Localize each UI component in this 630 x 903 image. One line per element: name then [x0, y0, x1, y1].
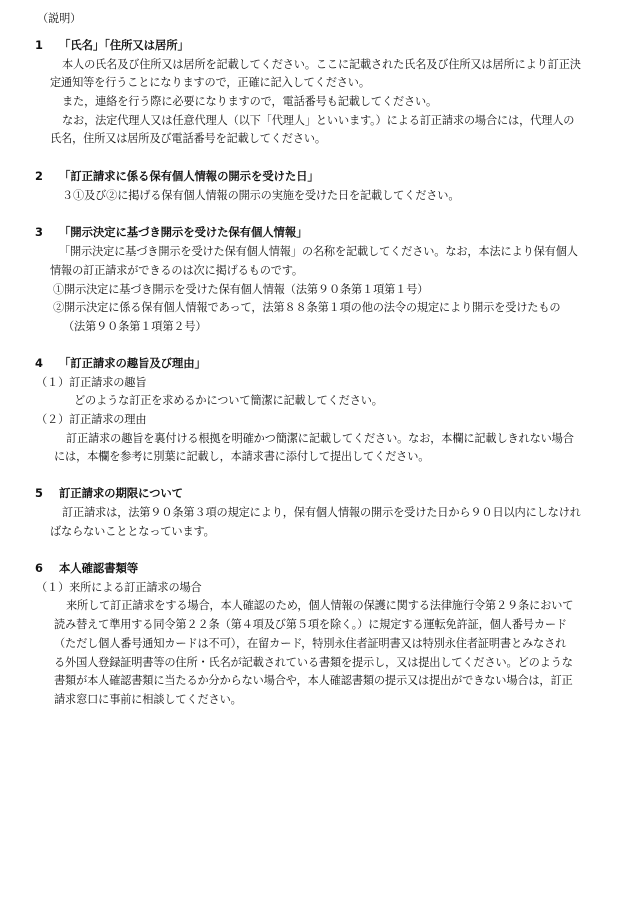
section-1-line-5: 氏名，住所又は居所及び電話番号を記載してください。 [50, 132, 326, 145]
section-3-item-1: ①開示決定に基づき開示を受けた保有個人情報（法第９０条第１項第１号） [53, 283, 429, 296]
section-4-sub-1-text: どのような訂正を求めるかについて簡潔に記載してください。 [74, 394, 383, 407]
section-1-line-2: 定通知等を行うことになりますので，正確に記入してください。 [50, 76, 370, 89]
section-5-line-1: 訂正請求は，法第９０条第３項の規定により，保有個人情報の開示を受けた日から９０日以内にしなけれ [62, 506, 581, 519]
section-1-line-4: なお，法定代理人又は任意代理人（以下「代理人」といいます。）による訂正請求の場合には，代理人の [62, 114, 575, 127]
section-6-line-6: 請求窓口に事前に相談してください。 [54, 693, 242, 706]
section-4-sub-1: （１）訂正請求の趣旨 [36, 376, 147, 389]
explanation-header: （説明） [37, 12, 82, 25]
section-4-sub-2-text-1: 訂正請求の趣旨を裏付ける根拠を明確かつ簡潔に記載してください。なお，本欄に記載しきれない場合 [66, 432, 574, 445]
section-2-number: 2 [35, 169, 43, 183]
section-3-title: 「開示決定に基づき開示を受けた保有個人情報」 [59, 225, 308, 239]
section-5-number: 5 [35, 486, 43, 500]
section-6-line-1: 来所して訂正請求をする場合，本人確認のため，個人情報の保護に関する法律施行令第２９条において [66, 599, 574, 612]
section-4-title: 「訂正請求の趣旨及び理由」 [59, 356, 206, 370]
section-1-line-3: また，連絡を行う際に必要になりますので，電話番号も記載してください。 [62, 95, 438, 108]
section-6-line-5: 書類が本人確認書類に当たるか分からない場合や，本人確認書類の提示又は提出ができない場合は，訂正 [54, 674, 573, 687]
section-1-title: 「氏名」「住所又は居所」 [59, 38, 189, 52]
section-2-line-1: ３①及び②に掲げる保有個人情報の開示の実施を受けた日を記載してください。 [62, 189, 460, 202]
section-1-number: 1 [35, 38, 43, 52]
section-6-line-3: （ただし個人番号通知カードは不可），在留カード，特別永住者証明書又は特別永住者証明書とみなされ [54, 637, 567, 650]
section-6-line-2: 読み替えて準用する同令第２２条（第４項及び第５項を除く。）に規定する運転免許証，個人番号カード [54, 618, 567, 631]
section-5-line-2: ばならないこととなっています。 [50, 525, 215, 538]
section-2-title: 「訂正請求に係る保有個人情報の開示を受けた日」 [59, 169, 319, 183]
section-6-line-4: る外国人登録証明書等の住所・氏名が記載されている書類を提示し，又は提出してください。どのような [54, 656, 573, 669]
section-4-sub-2-text-2: には，本欄を参考に別葉に記載し，本請求書に添付して提出してください。 [54, 450, 430, 463]
section-5-title: 訂正請求の期限について [59, 486, 183, 500]
section-4-number: 4 [35, 356, 43, 370]
section-3-item-2: ②開示決定に係る保有個人情報であって，法第８８条第１項の他の法令の規定により開示を受けたもの [53, 301, 561, 314]
section-6-title: 本人確認書類等 [59, 561, 139, 575]
section-6-sub-1: （１）来所による訂正請求の場合 [36, 581, 202, 594]
section-1-line-1: 本人の氏名及び住所又は居所を記載してください。ここに記載された氏名及び住所又は居所により訂正決 [62, 58, 581, 71]
section-3-item-2-cont: （法第９０条第１項第２号） [63, 320, 207, 333]
section-6-number: 6 [35, 561, 43, 575]
section-3-number: 3 [35, 225, 43, 239]
section-4-sub-2: （２）訂正請求の理由 [36, 413, 147, 426]
section-3-line-2: 情報の訂正請求ができるのは次に掲げるものです。 [50, 264, 303, 277]
section-3-line-1: 「開示決定に基づき開示を受けた保有個人情報」の名称を記載してください。なお，本法により保有個人 [59, 245, 578, 258]
